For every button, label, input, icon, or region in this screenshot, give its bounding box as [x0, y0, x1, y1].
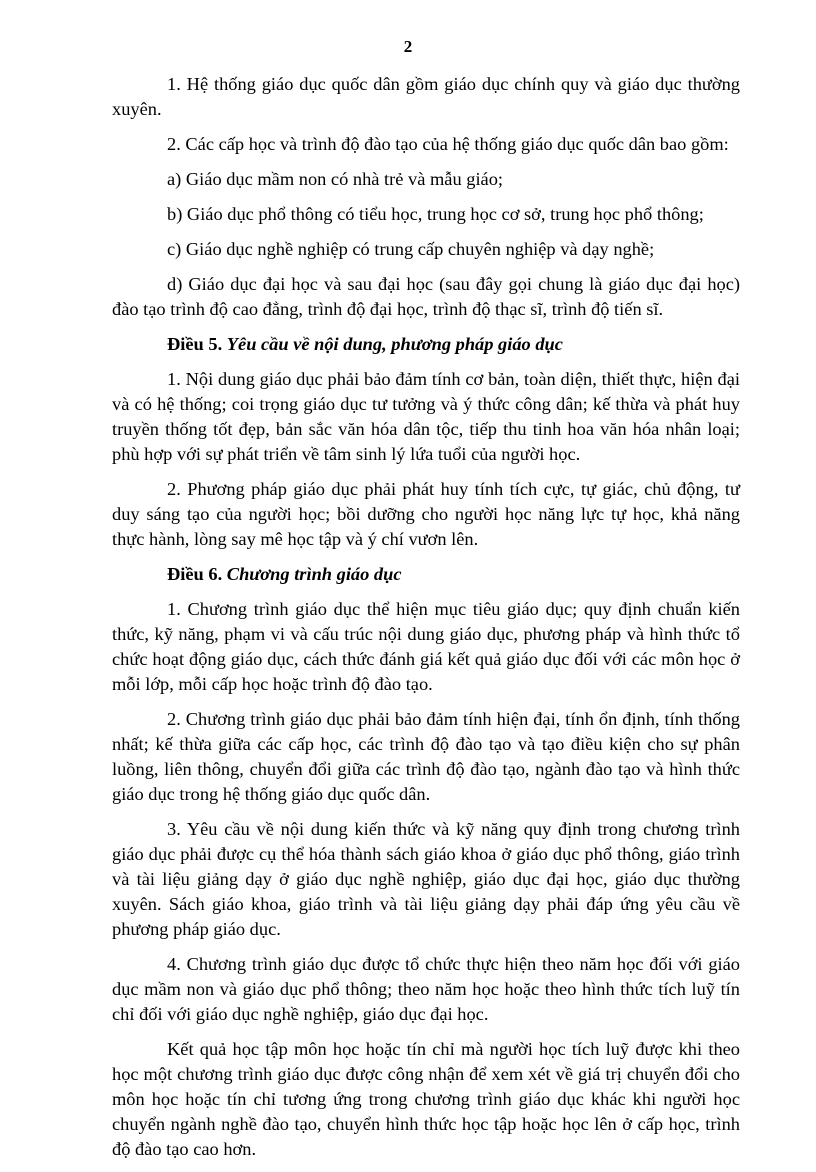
paragraph: 1. Hệ thống giáo dục quốc dân gồm giáo dục chính quy và giáo dục thường xuyên.	[112, 74, 740, 119]
paragraph: 2. Phương pháp giáo dục phải phát huy tính tích cực, tự giác, chủ động, tư duy sáng tạo của người học; bồi dưỡng cho người học năng lực tự học, khả năng thực hành, lòng say mê học tập và ý chí vươn lên.	[112, 479, 740, 549]
paragraph: 1. Chương trình giáo dục thể hiện mục tiêu giáo dục; quy định chuẩn kiến thức, kỹ năng, phạm vi và cấu trúc nội dung giáo dục, phương pháp và hình thức tổ chức hoạt động giáo dục, cách thức đánh giá kết quả giáo dục đối với các môn học ở mỗi lớp, mỗi cấp học hoặc trình độ đào tạo.	[112, 599, 740, 694]
list-item: b) Giáo dục phổ thông có tiểu học, trung học cơ sở, trung học phổ thông;	[167, 204, 704, 224]
list-item: a) Giáo dục mầm non có nhà trẻ và mẫu giáo;	[167, 169, 504, 189]
paragraph: 1. Nội dung giáo dục phải bảo đảm tính cơ bản, toàn diện, thiết thực, hiện đại và có hệ thống; coi trọng giáo dục tư tưởng và ý thức công dân; kế thừa và phát huy truyền thống tốt đẹp, bản sắc văn hóa dân tộc, tiếp thu tinh hoa văn hóa nhân loại; phù hợp với sự phát triển về tâm sinh lý lứa tuổi của người học.	[112, 369, 740, 464]
paragraph: 2. Các cấp học và trình độ đào tạo của hệ thống giáo dục quốc dân bao gồm:	[167, 134, 729, 154]
list-item: d) Giáo dục đại học và sau đại học (sau đây gọi chung là giáo dục đại học) đào tạo trình độ cao đẳng, trình độ đại học, trình độ thạc sĩ, trình độ tiến sĩ.	[112, 274, 740, 319]
paragraph: 2. Chương trình giáo dục phải bảo đảm tính hiện đại, tính ổn định, tính thống nhất; kế thừa giữa các cấp học, các trình độ đào tạo và tạo điều kiện cho sự phân luồng, liên thông, chuyển đổi giữa các trình độ đào tạo, ngành đào tạo và hình thức giáo dục trong hệ thống giáo dục quốc dân.	[112, 709, 740, 804]
list-item: c) Giáo dục nghề nghiệp có trung cấp chuyên nghiệp và dạy nghề;	[167, 239, 655, 259]
document-body	[112, 72, 740, 1172]
article-5-heading	[112, 332, 740, 357]
article-6-label: Điều 6.	[167, 564, 223, 584]
article-5-label: Điều 5.	[167, 334, 223, 354]
paragraph: 3. Yêu cầu về nội dung kiến thức và kỹ năng quy định trong chương trình giáo dục phải được cụ thể hóa thành sách giáo khoa ở giáo dục phổ thông, giáo trình và tài liệu giảng dạy ở giáo dục nghề nghiệp, giáo dục đại học, giáo dục thường xuyên. Sách giáo khoa, giáo trình và tài liệu giảng dạy phải đáp ứng yêu cầu về phương pháp giáo dục.	[112, 819, 740, 939]
article-6-title: Chương trình giáo dục	[226, 564, 402, 584]
paragraph: Kết quả học tập môn học hoặc tín chỉ mà người học tích luỹ được khi theo học một chương trình giáo dục được công nhận để xem xét về giá trị chuyển đổi cho môn học hoặc tín chỉ tương ứng trong chương trình giáo dục khác khi người học chuyển ngành nghề đào tạo, chuyển hình thức học tập hoặc học lên ở cấp học, trình độ đào tạo cao hơn.	[112, 1039, 740, 1159]
article-5-title: Yêu cầu về nội dung, phương pháp giáo dục	[226, 334, 563, 354]
page-number: 2	[403, 37, 413, 56]
paragraph: 4. Chương trình giáo dục được tổ chức thực hiện theo năm học đối với giáo dục mầm non và giáo dục phổ thông; theo năm học hoặc theo hình thức tích luỹ tín chỉ đối với giáo dục nghề nghiệp, giáo dục đại học.	[112, 954, 740, 1024]
article-6-heading	[112, 562, 740, 587]
